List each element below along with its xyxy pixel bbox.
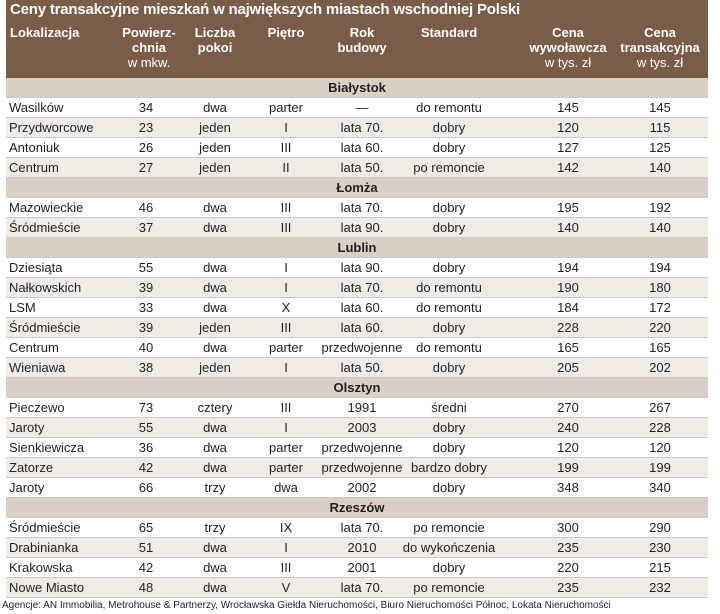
- table-cell: 190: [557, 280, 579, 295]
- table-cell: lata 70.: [340, 520, 384, 535]
- table-cell: dwa: [274, 480, 298, 495]
- column-header-unit: w tys. zł: [636, 55, 684, 70]
- table-cell: Dziesiąta: [9, 260, 63, 275]
- table-cell: Jaroty: [9, 480, 45, 495]
- table-cell: parter: [269, 340, 303, 355]
- table-cell: —: [355, 100, 369, 115]
- column-header: [318, 25, 406, 55]
- table-cell: III: [280, 220, 292, 235]
- table-cell: 145: [557, 100, 579, 115]
- table-cell: I: [284, 280, 288, 295]
- table-cell: III: [280, 400, 292, 415]
- table-cell: jeden: [199, 320, 231, 335]
- table-cell: dwa: [203, 260, 227, 275]
- column-header: [254, 25, 318, 40]
- table-row: [6, 578, 708, 598]
- table-cell: Zatorze: [9, 460, 54, 475]
- table-cell: 51: [138, 540, 154, 555]
- table-cell: 40: [138, 340, 154, 355]
- table-cell: 220: [557, 560, 579, 575]
- table-cell: Przydworcowe: [9, 120, 94, 135]
- table-row: [6, 138, 708, 158]
- table-cell: 55: [138, 420, 154, 435]
- table-cell: V: [281, 580, 291, 595]
- table-cell: lata 70.: [340, 580, 384, 595]
- table-row: [6, 558, 708, 578]
- table-cell: 165: [649, 340, 671, 355]
- table-cell: 199: [649, 460, 671, 475]
- table-cell: 115: [649, 120, 671, 135]
- table-cell: Antoniuk: [9, 140, 60, 155]
- table-cell: 235: [557, 540, 579, 555]
- column-header-line: Cena: [644, 25, 676, 40]
- table-cell: III: [280, 200, 292, 215]
- table-cell: I: [284, 420, 288, 435]
- table-cell: 230: [649, 540, 671, 555]
- table-cell: Mazowieckie: [9, 200, 84, 215]
- table-cell: 120: [557, 440, 579, 455]
- table-cell: lata 50.: [340, 360, 384, 375]
- table-cell: III: [280, 140, 292, 155]
- table-cell: Sienkiewicza: [9, 440, 85, 455]
- table-row: [6, 158, 708, 178]
- table-cell: Wieniawa: [9, 360, 66, 375]
- table-cell: III: [280, 320, 292, 335]
- table-cell: dobry: [432, 420, 466, 435]
- table-cell: I: [284, 120, 288, 135]
- table-cell: 42: [138, 460, 154, 475]
- table-cell: 340: [649, 480, 671, 495]
- table-cell: 2010: [347, 540, 377, 555]
- table-cell: 194: [649, 260, 671, 275]
- table-cell: 73: [138, 400, 154, 415]
- table-row: [6, 278, 708, 298]
- table-row: [6, 318, 708, 338]
- table-cell: Jaroty: [9, 420, 45, 435]
- table-cell: 180: [649, 280, 671, 295]
- table-cell: 66: [138, 480, 154, 495]
- table-cell: lata 60.: [340, 320, 384, 335]
- table-cell: 199: [557, 460, 579, 475]
- table-cell: 120: [557, 120, 579, 135]
- table-cell: LSM: [9, 300, 36, 315]
- table-cell: jeden: [199, 140, 231, 155]
- table-cell: Śródmieście: [9, 220, 81, 235]
- table-cell: średni: [431, 400, 467, 415]
- table-cell: III: [280, 560, 292, 575]
- table-cell: 205: [557, 360, 579, 375]
- table-cell: dwa: [203, 540, 227, 555]
- table-cell: Drabinianka: [9, 540, 79, 555]
- table-cell: dobry: [432, 440, 466, 455]
- table-cell: 194: [557, 260, 579, 275]
- table-cell: 202: [649, 360, 671, 375]
- table-cell: Śródmieście: [9, 320, 81, 335]
- table-cell: IX: [279, 520, 293, 535]
- table-cell: II: [282, 160, 290, 175]
- table-row: [6, 418, 708, 438]
- table-row: [6, 458, 708, 478]
- city-heading: Olsztyn: [6, 378, 708, 398]
- table-cell: 39: [138, 320, 154, 335]
- table-cell: dobry: [432, 360, 466, 375]
- table-cell: 1991: [347, 400, 377, 415]
- table-cell: 267: [649, 400, 671, 415]
- table-cell: lata 70.: [340, 280, 384, 295]
- table-cell: dobry: [432, 560, 466, 575]
- table-cell: dobry: [432, 480, 466, 495]
- table-cell: Krakowska: [9, 560, 73, 575]
- table-cell: 220: [649, 320, 671, 335]
- table-cell: bardzo dobry: [411, 460, 487, 475]
- table-row: [6, 258, 708, 278]
- table-cell: dobry: [432, 200, 466, 215]
- table-cell: 140: [649, 220, 671, 235]
- table-cell: do wykończenia: [402, 540, 496, 555]
- table-cell: przedwojenne: [321, 460, 403, 475]
- table-cell: 142: [557, 160, 579, 175]
- table-header: [6, 0, 708, 78]
- table-row: [6, 338, 708, 358]
- table-cell: dwa: [203, 300, 227, 315]
- table-cell: 348: [557, 480, 579, 495]
- city-heading: Rzeszów: [6, 498, 708, 518]
- table-cell: 165: [557, 340, 579, 355]
- column-header-unit: w mkw.: [127, 55, 171, 70]
- table-row: [6, 98, 708, 118]
- table-cell: 33: [138, 300, 154, 315]
- city-heading: Białystok: [6, 78, 708, 98]
- column-header-line: budowy: [337, 40, 387, 55]
- table-cell: 26: [138, 140, 154, 155]
- table-cell: do remontu: [416, 100, 482, 115]
- table-cell: 2003: [347, 420, 377, 435]
- column-header-line: Cena: [552, 25, 584, 40]
- price-table: [6, 0, 708, 598]
- table-cell: trzy: [204, 480, 226, 495]
- table-cell: Wasilków: [9, 100, 64, 115]
- column-header-line: chnia: [132, 40, 166, 55]
- table-cell: 27: [138, 160, 154, 175]
- table-title: Ceny transakcyjne mieszkań w największych miastach wschodniej Polski: [10, 1, 520, 18]
- table-cell: 127: [557, 140, 579, 155]
- table-row: [6, 358, 708, 378]
- table-cell: 38: [138, 360, 154, 375]
- table-cell: po remoncie: [413, 160, 485, 175]
- table-cell: 192: [649, 200, 671, 215]
- table-cell: X: [281, 300, 291, 315]
- column-header: [118, 25, 180, 70]
- table-cell: dwa: [203, 580, 227, 595]
- table-cell: 228: [649, 420, 671, 435]
- table-cell: dwa: [203, 460, 227, 475]
- table-cell: 184: [557, 300, 579, 315]
- table-cell: Centrum: [9, 340, 59, 355]
- table-cell: 300: [557, 520, 579, 535]
- column-header: [520, 25, 616, 70]
- column-header-line: Rok: [349, 25, 375, 40]
- table-cell: lata 70.: [340, 200, 384, 215]
- table-cell: lata 90.: [340, 220, 384, 235]
- table-cell: dwa: [203, 440, 227, 455]
- table-cell: dobry: [432, 260, 466, 275]
- table-cell: 290: [649, 520, 671, 535]
- table-cell: I: [284, 540, 288, 555]
- table-cell: 55: [138, 260, 154, 275]
- table-cell: cztery: [197, 400, 233, 415]
- table-row: [6, 518, 708, 538]
- table-cell: dwa: [203, 200, 227, 215]
- table-cell: 140: [649, 160, 671, 175]
- table-cell: Pieczewo: [9, 400, 65, 415]
- table-cell: 65: [138, 520, 154, 535]
- table-cell: lata 70.: [340, 120, 384, 135]
- table-cell: 125: [649, 140, 671, 155]
- table-cell: dobry: [432, 120, 466, 135]
- table-cell: 42: [138, 560, 154, 575]
- table-cell: Nałkowskich: [9, 280, 82, 295]
- table-cell: lata 50.: [340, 160, 384, 175]
- table-row: [6, 298, 708, 318]
- table-cell: 228: [557, 320, 579, 335]
- table-cell: do remontu: [416, 300, 482, 315]
- table-cell: lata 60.: [340, 300, 384, 315]
- table-cell: 232: [649, 580, 671, 595]
- table-row: [6, 218, 708, 238]
- table-row: [6, 398, 708, 418]
- table-cell: dobry: [432, 320, 466, 335]
- table-body: [6, 78, 708, 598]
- table-cell: 140: [557, 220, 579, 235]
- table-cell: dwa: [203, 420, 227, 435]
- table-cell: parter: [269, 100, 303, 115]
- column-header-line: Liczba: [194, 25, 236, 40]
- table-cell: trzy: [204, 520, 226, 535]
- column-header-unit: w tys. zł: [544, 55, 592, 70]
- city-heading: Łomża: [6, 178, 708, 198]
- table-cell: 48: [138, 580, 154, 595]
- table-cell: do remontu: [416, 340, 482, 355]
- column-header: [184, 25, 246, 55]
- table-row: [6, 538, 708, 558]
- table-cell: 195: [557, 200, 579, 215]
- table-row: [6, 478, 708, 498]
- table-cell: 2002: [347, 480, 377, 495]
- column-header-line: Lokalizacja: [10, 25, 80, 40]
- table-cell: I: [284, 260, 288, 275]
- city-heading: Lublin: [6, 238, 708, 258]
- table-cell: dwa: [203, 220, 227, 235]
- table-cell: 172: [649, 300, 671, 315]
- table-cell: dobry: [432, 220, 466, 235]
- column-header: [614, 25, 706, 70]
- column-header-line: wywoławcza: [529, 40, 607, 55]
- table-cell: 37: [138, 220, 154, 235]
- table-row: [6, 198, 708, 218]
- table-cell: parter: [269, 440, 303, 455]
- table-cell: lata 60.: [340, 140, 384, 155]
- table-cell: 39: [138, 280, 154, 295]
- table-cell: jeden: [199, 160, 231, 175]
- table-cell: jeden: [199, 360, 231, 375]
- table-cell: do remontu: [416, 280, 482, 295]
- column-header: [402, 25, 496, 40]
- column-header-line: Powierz-: [122, 25, 176, 40]
- table-cell: I: [284, 360, 288, 375]
- table-cell: parter: [269, 460, 303, 475]
- column-header-line: pokoi: [197, 40, 233, 55]
- source-note: Agencje: AN Immobilia, Metrohouse & Partnerzy, Wrocławska Giełda Nieruchomości, Biuro Nieruchomości Północ, Lokata Nieruchomości: [2, 600, 611, 611]
- table-row: [6, 438, 708, 458]
- table-cell: dwa: [203, 560, 227, 575]
- column-header-line: Piętro: [267, 25, 305, 40]
- table-cell: 270: [557, 400, 579, 415]
- column-header: [10, 25, 110, 40]
- table-cell: jeden: [199, 120, 231, 135]
- column-header-line: Standard: [420, 25, 478, 40]
- table-cell: 145: [649, 100, 671, 115]
- table-cell: po remoncie: [413, 580, 485, 595]
- table-cell: 46: [138, 200, 154, 215]
- table-cell: 235: [557, 580, 579, 595]
- table-cell: 2001: [347, 560, 377, 575]
- column-header-line: transakcyjna: [620, 40, 700, 55]
- table-cell: przedwojenne: [321, 340, 403, 355]
- table-cell: Nowe Miasto: [9, 580, 85, 595]
- table-row: [6, 118, 708, 138]
- table-cell: po remoncie: [413, 520, 485, 535]
- table-cell: 34: [138, 100, 154, 115]
- table-cell: dobry: [432, 140, 466, 155]
- table-cell: Centrum: [9, 160, 59, 175]
- table-cell: 120: [649, 440, 671, 455]
- table-cell: dwa: [203, 100, 227, 115]
- table-cell: dwa: [203, 280, 227, 295]
- table-cell: 36: [138, 440, 154, 455]
- table-cell: dwa: [203, 340, 227, 355]
- table-cell: 215: [649, 560, 671, 575]
- table-cell: 240: [557, 420, 579, 435]
- table-cell: lata 90.: [340, 260, 384, 275]
- table-cell: przedwojenne: [321, 440, 403, 455]
- table-cell: Śródmieście: [9, 520, 81, 535]
- table-cell: 23: [138, 120, 154, 135]
